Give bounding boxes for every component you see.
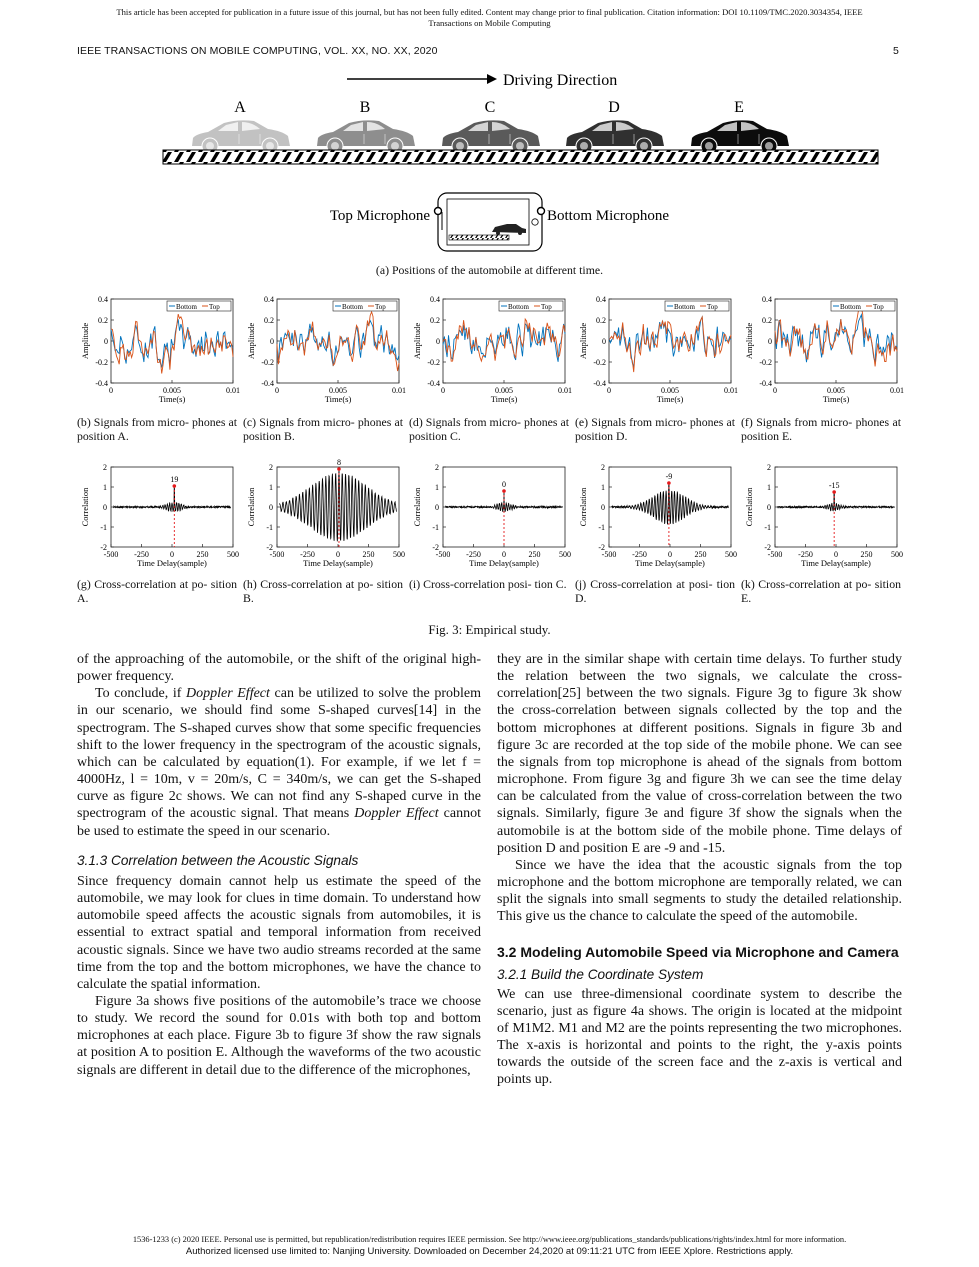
x-tick-label: -250 xyxy=(466,550,481,559)
car-hubcap xyxy=(456,142,464,150)
y-tick-label: 0.4 xyxy=(98,295,108,304)
y-axis-label: Correlation xyxy=(578,487,588,527)
x-tick-label: -500 xyxy=(601,550,617,559)
y-axis-label: Correlation xyxy=(246,487,256,527)
y-tick-label: -2 xyxy=(100,543,107,552)
legend-label-top: Top xyxy=(375,303,386,311)
section-3-2-heading: 3.2 Modeling Automobile Speed via Microphone and Camera xyxy=(497,943,899,960)
y-tick-label: -1 xyxy=(432,523,439,532)
position-label-e: E xyxy=(734,99,744,116)
y-tick-label: -0.2 xyxy=(759,358,772,367)
peak-point xyxy=(337,467,341,471)
x-tick-label: 500 xyxy=(393,550,405,559)
x-axis-label: Time Delay(sample) xyxy=(469,558,539,568)
x-tick-label: 0.005 xyxy=(661,386,679,395)
signal-caption-c: (c) Signals from micro- phones at position B. xyxy=(243,415,403,443)
right-paragraph-3: We can use three-dimensional coordinate system to describe the scenario, just as figure 4a shows. The origin is located at the midpoint of M1M2. M1 and M2 are the points representing the two microphones. The x-axis is horizontal and points to the right, the y-axis points towards the outside of the screen face and the z-axis is vertical and points up. xyxy=(497,986,902,1088)
y-tick-label: 0.2 xyxy=(762,316,772,325)
peak-lag-label: -9 xyxy=(665,472,673,481)
peak-lag-label: 8 xyxy=(336,458,341,467)
section-3-1-3-heading: 3.1.3 Correlation between the Acoustic Signals xyxy=(77,852,359,868)
x-tick-label: 250 xyxy=(362,550,375,559)
x-axis-label: Time Delay(sample) xyxy=(303,558,373,568)
x-axis-label: Time(s) xyxy=(656,394,684,404)
x-tick-label: 0.01 xyxy=(226,386,240,395)
figure-3a xyxy=(150,62,910,262)
peak-lag-label: 0 xyxy=(502,480,506,489)
y-tick-label: 0.2 xyxy=(98,316,108,325)
road xyxy=(163,150,878,164)
publication-notice xyxy=(0,7,979,29)
car-hubcap xyxy=(331,142,339,150)
peak-lag-label: 19 xyxy=(170,475,179,484)
top-microphone-icon xyxy=(435,208,442,215)
copyright-line: 1536-1233 (c) 2020 IEEE. Personal use is permitted, but republication/redistribution requires IEEE permission. See http://www.ieee.org/publications_standards/publications/rights/index.html for more information. xyxy=(132,1235,847,1244)
y-tick-label: -0.2 xyxy=(427,358,440,367)
car-d xyxy=(566,120,664,154)
x-tick-label: 0 xyxy=(773,386,777,395)
x-axis-label: Time(s) xyxy=(490,394,518,404)
y-axis-label: Correlation xyxy=(412,487,422,527)
xcorr-plot-h xyxy=(243,460,403,580)
y-tick-label: -0.2 xyxy=(593,358,606,367)
y-tick-label: -2 xyxy=(432,543,439,552)
x-tick-label: 0 xyxy=(502,550,506,559)
xcorr-caption-g: (g) Cross-correlation at po- sition A. xyxy=(77,577,237,605)
left-paragraph-1: of the approaching of the automobile, or the shift of the original high-power frequency. xyxy=(77,652,481,685)
x-tick-label: -250 xyxy=(300,550,315,559)
y-tick-label: -1 xyxy=(100,523,107,532)
legend xyxy=(167,301,231,311)
figure-caption: Fig. 3: Empirical study. xyxy=(428,622,551,637)
y-axis-label: Correlation xyxy=(80,487,90,527)
left-paragraph-4: Figure 3a shows five positions of the automobile’s trace we choose to study. We record the sound for 0.01s with both top and bottom microphones at each place. Figure 3b to figure 3f show the raw signals at position A to position E. Although the waveforms of the two acoustic signals are different in detail due to the difference of the microphones, xyxy=(77,993,481,1078)
y-tick-label: 1 xyxy=(767,483,771,492)
y-tick-label: 0 xyxy=(103,503,107,512)
x-tick-label: 0 xyxy=(607,386,611,395)
xcorr-caption-h: (h) Cross-correlation at po- sition B. xyxy=(243,577,403,605)
peak-point xyxy=(832,490,836,494)
x-tick-label: 0 xyxy=(668,550,672,559)
x-tick-label: 0.01 xyxy=(558,386,572,395)
y-axis-label: Amplitude xyxy=(744,322,754,360)
x-tick-label: 500 xyxy=(227,550,239,559)
y-tick-label: 0.2 xyxy=(596,316,606,325)
legend xyxy=(333,301,397,311)
x-tick-label: 500 xyxy=(891,550,903,559)
xcorr-caption-k: (k) Cross-correlation at po- sition E. xyxy=(741,577,901,605)
left-paragraph-3: Since frequency domain cannot help us estimate the speed of the automobile, we may look for clues in time domain. To understand how automobile speed affects the acoustic signals from automobiles, it is essential to extract spatial and temporal information from received acoustic signals. Since we have two audio streams recorded at the same time from the top and the bottom microphones, we have the chance to calculate the spatial information. xyxy=(77,873,481,992)
notice-line-1: This article has been accepted for publication in a future issue of this journal, but has not been fully edited. Content may change prior to final publication. Citation information: DOI 10.1109/TMC.2020.3034354, IEEE xyxy=(116,7,863,17)
x-axis-label: Time(s) xyxy=(158,394,186,404)
y-tick-label: -0.4 xyxy=(759,379,772,388)
y-tick-label: 0.4 xyxy=(264,295,274,304)
x-tick-label: 0 xyxy=(336,550,340,559)
peak-point xyxy=(502,489,506,493)
y-tick-label: -0.4 xyxy=(593,379,606,388)
legend-label-top: Top xyxy=(873,303,884,311)
legend xyxy=(499,301,563,311)
y-tick-label: 1 xyxy=(435,483,439,492)
y-tick-label: 1 xyxy=(103,483,107,492)
x-tick-label: 0 xyxy=(441,386,445,395)
peak-point xyxy=(667,481,671,485)
y-tick-label: 0 xyxy=(270,337,274,346)
x-axis-label: Time Delay(sample) xyxy=(137,558,207,568)
legend-label-top: Top xyxy=(541,303,552,311)
y-tick-label: 1 xyxy=(269,483,273,492)
bottom-microphone-icon xyxy=(538,208,545,215)
x-tick-label: 250 xyxy=(196,550,209,559)
y-tick-label: 0 xyxy=(602,337,606,346)
x-tick-label: -500 xyxy=(103,550,119,559)
x-tick-label: 0 xyxy=(170,550,174,559)
arrow-head-icon xyxy=(487,74,497,84)
legend-label-bottom: Bottom xyxy=(840,303,862,311)
x-tick-label: -250 xyxy=(134,550,149,559)
y-tick-label: 0 xyxy=(435,503,439,512)
position-label-d: D xyxy=(608,99,620,116)
x-tick-label: 0.005 xyxy=(827,386,845,395)
car-hubcap xyxy=(580,142,588,150)
y-tick-label: -1 xyxy=(764,523,771,532)
x-tick-label: 250 xyxy=(860,550,873,559)
x-tick-label: 0.01 xyxy=(392,386,406,395)
xcorr-plot-i xyxy=(409,460,569,580)
y-tick-label: 2 xyxy=(435,463,439,472)
car-e xyxy=(691,120,789,154)
car-hubcap xyxy=(516,142,524,150)
y-tick-label: 0 xyxy=(601,503,605,512)
x-tick-label: 0 xyxy=(109,386,113,395)
xcorr-plot-k xyxy=(741,460,901,580)
y-tick-label: -2 xyxy=(764,543,771,552)
y-tick-label: -0.4 xyxy=(427,379,440,388)
x-tick-label: 0.01 xyxy=(890,386,904,395)
signal-plot-c xyxy=(243,292,406,412)
x-axis-label: Time Delay(sample) xyxy=(801,558,871,568)
car-hubcap xyxy=(266,142,274,150)
y-axis-label: Amplitude xyxy=(246,322,256,360)
peak-lag-label: -15 xyxy=(828,481,840,490)
x-axis-label: Time(s) xyxy=(822,394,850,404)
x-tick-label: -500 xyxy=(269,550,285,559)
car-hubcap xyxy=(206,142,214,150)
driving-direction-label: Driving Direction xyxy=(503,72,618,89)
signal-plot-e xyxy=(575,292,738,412)
legend-label-bottom: Bottom xyxy=(342,303,364,311)
license-line: Authorized licensed use limited to: Nanjing University. Downloaded on December 24,2020 at 09:11:21 UTC from IEEE Xplore. Restrictions apply. xyxy=(185,1246,794,1257)
x-tick-label: -500 xyxy=(435,550,451,559)
y-tick-label: 0.4 xyxy=(762,295,772,304)
y-tick-label: -2 xyxy=(266,543,273,552)
legend-label-top: Top xyxy=(707,303,718,311)
y-tick-label: -1 xyxy=(598,523,605,532)
y-tick-label: 0.4 xyxy=(596,295,606,304)
y-tick-label: -2 xyxy=(598,543,605,552)
position-label-b: B xyxy=(359,99,371,116)
y-tick-label: 0 xyxy=(269,503,273,512)
legend-label-bottom: Bottom xyxy=(176,303,198,311)
y-tick-label: 0.2 xyxy=(430,316,440,325)
signal-caption-f: (f) Signals from micro- phones at position E. xyxy=(741,415,901,443)
legend-label-bottom: Bottom xyxy=(674,303,696,311)
xcorr-caption-i: (i) Cross-correlation posi- tion C. xyxy=(409,577,567,591)
x-tick-label: 0.005 xyxy=(495,386,513,395)
right-column xyxy=(497,651,902,1089)
running-head: IEEE TRANSACTIONS ON MOBILE COMPUTING, VOL. XX, NO. XX, 2020 xyxy=(77,45,438,57)
signal-caption-e: (e) Signals from micro- phones at position D. xyxy=(575,415,735,443)
y-tick-label: 2 xyxy=(601,463,605,472)
notice-line-2: Transactions on Mobile Computing xyxy=(428,18,551,28)
y-tick-label: -0.2 xyxy=(95,358,108,367)
legend xyxy=(665,301,729,311)
peak-point xyxy=(173,484,177,488)
x-tick-label: -250 xyxy=(632,550,647,559)
y-tick-label: -0.4 xyxy=(261,379,274,388)
x-tick-label: -500 xyxy=(767,550,783,559)
y-axis-label: Amplitude xyxy=(578,322,588,360)
x-tick-label: -250 xyxy=(798,550,813,559)
y-tick-label: -0.4 xyxy=(95,379,108,388)
y-tick-label: -0.2 xyxy=(261,358,274,367)
signal-plot-b xyxy=(77,292,240,412)
y-tick-label: 0.4 xyxy=(430,295,440,304)
xcorr-plot-g xyxy=(77,460,237,580)
position-label-c: C xyxy=(484,99,496,116)
y-axis-label: Amplitude xyxy=(412,322,422,360)
legend-label-bottom: Bottom xyxy=(508,303,530,311)
right-paragraph-2: Since we have the idea that the acoustic signals from the top microphone and the bottom microphone are temporally related, we can split the signals into small segments to study the detailed relationship. This give us the chance to calculate the speed of the automobile. xyxy=(497,857,902,925)
y-tick-label: 0 xyxy=(436,337,440,346)
y-tick-label: -1 xyxy=(266,523,273,532)
xcorr-plot-j xyxy=(575,460,735,580)
x-tick-label: 500 xyxy=(725,550,737,559)
x-tick-label: 250 xyxy=(528,550,541,559)
car-b xyxy=(317,120,415,154)
car-hubcap xyxy=(705,142,713,150)
x-tick-label: 500 xyxy=(559,550,571,559)
section-3-2-1-heading: 3.2.1 Build the Coordinate System xyxy=(497,966,704,982)
x-tick-label: 0 xyxy=(834,550,838,559)
plot-frame xyxy=(277,299,399,383)
xcorr-caption-j: (j) Cross-correlation at posi- tion D. xyxy=(575,577,735,605)
top-microphone-label: Top Microphone xyxy=(329,208,430,224)
x-axis-label: Time(s) xyxy=(324,394,352,404)
caption-3a: (a) Positions of the automobile at different time. xyxy=(375,263,604,277)
bottom-microphone-label: Bottom Microphone xyxy=(547,208,670,224)
y-tick-label: 2 xyxy=(767,463,771,472)
left-paragraph-2: To conclude, if Doppler Effect can be utilized to solve the problem in our scenario, we should find some S-shaped curves[14] in the spectrogram. The S-shaped curves show that some specific frequencies shift to the lower frequency in the spectrogram of the acoustic signals, which can be calculated by equation(1). For example, if we let f = 4000Hz, l = 10m, v = 20m/s, C = 340m/s, we can get the S-shaped curve as figure 2c shows. We can not find any S-shaped curve in the spectrogram of the acoustic signal. That means Doppler Effect cannot be used to estimate the speed in our scenario. xyxy=(77,686,481,839)
position-label-a: A xyxy=(234,99,246,116)
y-tick-label: 1 xyxy=(601,483,605,492)
signal-plot-d xyxy=(409,292,572,412)
y-tick-label: 0 xyxy=(768,337,772,346)
car-hubcap xyxy=(765,142,773,150)
car-c xyxy=(442,120,540,154)
y-tick-label: 2 xyxy=(269,463,273,472)
legend xyxy=(831,301,895,311)
phone-road xyxy=(449,235,509,240)
y-axis-label: Correlation xyxy=(744,487,754,527)
legend-label-top: Top xyxy=(209,303,220,311)
x-axis-label: Time Delay(sample) xyxy=(635,558,705,568)
x-tick-label: 0.005 xyxy=(163,386,181,395)
car-hubcap xyxy=(391,142,399,150)
x-tick-label: 0.01 xyxy=(724,386,738,395)
y-tick-label: 0.2 xyxy=(264,316,274,325)
signal-caption-b: (b) Signals from micro- phones at position A. xyxy=(77,415,237,443)
signal-caption-d: (d) Signals from micro- phones at position C. xyxy=(409,415,569,443)
car-hubcap xyxy=(640,142,648,150)
phone-home-button xyxy=(532,219,538,225)
right-paragraph-1: they are in the similar shape with certain time delays. To further study the relation between the two signals, we calculate the cross-correlation[25] between the two signals. Figure 3g to figure 3k show the cross-correlation between signals collected by the top and the bottom microphones at different positions. Signals in figure 3b and figure 3c are recorded at the top side of the mobile phone. We can see the signals from top microphone is ahead of the signals from bottom microphone. From figure 3g and figure 3h we can see the time delay can be calculated from the value of cross-correlation between the two signals. Similarly, figure 3e and figure 3f show the signals when the automobile is at the bottom side of the mobile phone. Time delays of position D and position E are -9 and -15. xyxy=(497,652,902,856)
car-a xyxy=(192,120,290,154)
x-tick-label: 250 xyxy=(694,550,707,559)
y-tick-label: 2 xyxy=(103,463,107,472)
cars-group xyxy=(192,99,789,154)
page-number: 5 xyxy=(893,45,899,57)
y-axis-label: Amplitude xyxy=(80,322,90,360)
y-tick-label: 0 xyxy=(767,503,771,512)
left-column xyxy=(77,651,481,1079)
x-tick-label: 0.005 xyxy=(329,386,347,395)
x-tick-label: 0 xyxy=(275,386,279,395)
signal-plot-f xyxy=(741,292,904,412)
y-tick-label: 0 xyxy=(104,337,108,346)
